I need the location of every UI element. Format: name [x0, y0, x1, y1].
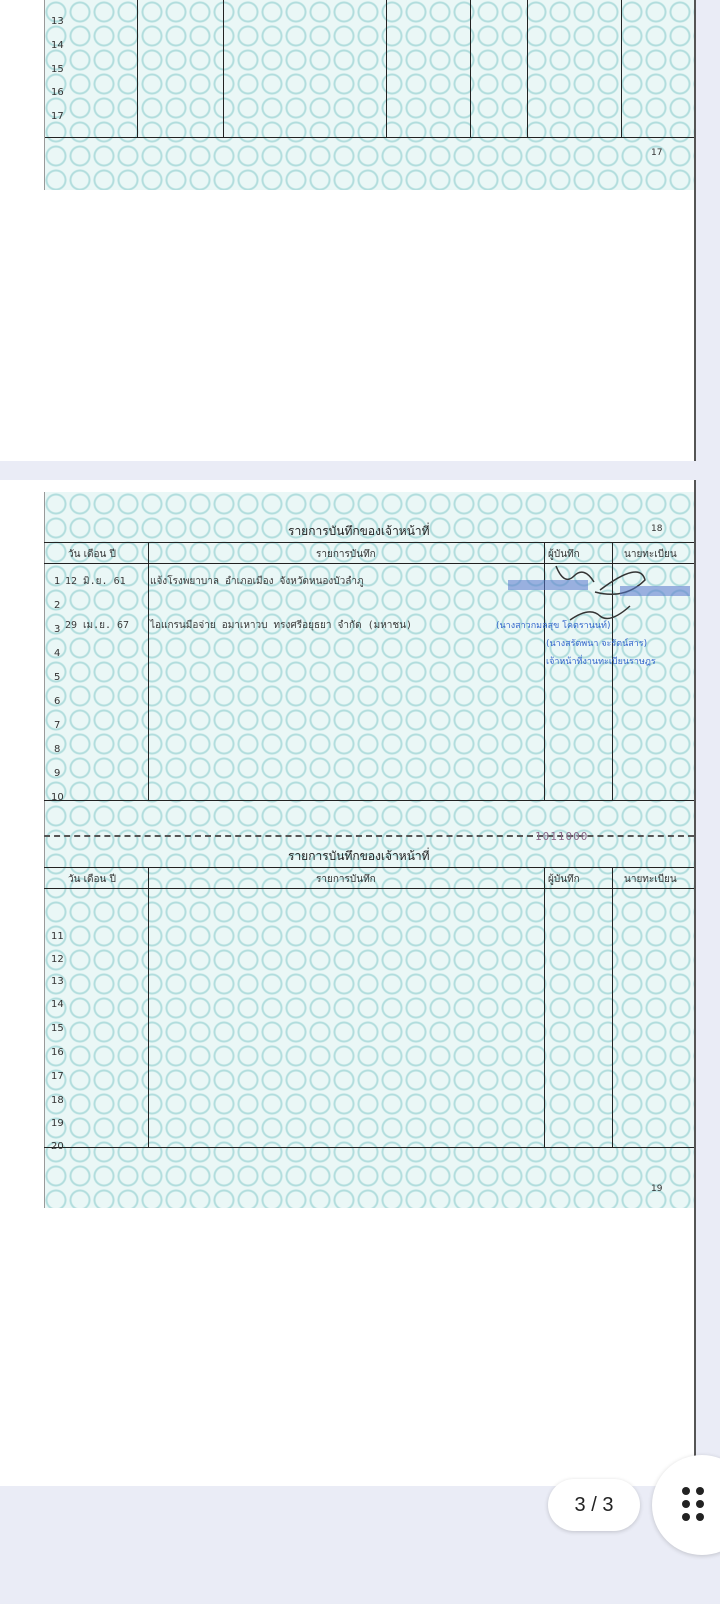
grid-line	[137, 0, 138, 137]
grid-line	[44, 542, 694, 543]
grid-line	[527, 0, 528, 137]
grid-line	[148, 867, 149, 1147]
scan-edge	[44, 492, 45, 1208]
grid-line	[223, 0, 224, 137]
row-number: 6	[54, 696, 61, 707]
row-number: 2	[54, 600, 61, 611]
grid-line	[148, 542, 149, 800]
grid-line	[386, 0, 387, 137]
stamp-text: (นางสรัตพนา จะรัตน์สาร)	[546, 639, 648, 649]
grid-line	[44, 1147, 694, 1148]
document-page-bottom	[0, 480, 696, 1486]
row-number: 4	[54, 648, 61, 659]
row-number: 17	[51, 111, 64, 122]
row-number: 16	[51, 87, 64, 98]
document-page-top	[0, 0, 696, 461]
row-number: 9	[54, 768, 61, 779]
entry-date: 29 เม.ย. 67	[65, 620, 130, 631]
column-header-date: วัน เดือน ปี	[68, 874, 116, 885]
column-header-recorder: ผู้บันทึก	[548, 874, 580, 885]
grid-line	[44, 888, 694, 889]
row-number: 18	[51, 1095, 64, 1106]
row-number: 15	[51, 64, 64, 75]
column-header-record: รายการบันทึก	[316, 549, 376, 560]
grid-line	[621, 0, 622, 137]
row-number: 20	[51, 1141, 64, 1152]
entry-date: 12 มิ.ย. 61	[65, 576, 126, 587]
row-number: 19	[51, 1118, 64, 1129]
page-indicator[interactable]	[548, 1479, 640, 1531]
page-number: 18	[651, 524, 663, 534]
grid-line	[612, 867, 613, 1147]
row-number: 16	[51, 1047, 64, 1058]
row-number: 10	[51, 792, 64, 803]
grid-line	[544, 867, 545, 1147]
row-number: 8	[54, 744, 61, 755]
row-number: 7	[54, 720, 61, 731]
grid-line	[44, 867, 694, 868]
grid-line	[470, 0, 471, 137]
row-number: 14	[51, 40, 64, 51]
stamp-text: เจ้าหน้าที่งานทะเบียนราษฎร	[546, 657, 656, 667]
section-title: รายการบันทึกของเจ้าหน้าที่	[288, 524, 430, 538]
row-number: 5	[54, 672, 61, 683]
section-title: รายการบันทึกของเจ้าหน้าที่	[288, 849, 430, 863]
serial-number: 1011000	[535, 830, 589, 843]
stamp-text: (นางสาวกมลสุข โคตรานนท์)	[496, 621, 611, 631]
row-number: 17	[51, 1071, 64, 1082]
row-number: 15	[51, 1023, 64, 1034]
perforation-line	[44, 835, 694, 837]
row-number: 14	[51, 999, 64, 1010]
entry-text: ไอแกรนมือจ่าย อมาเหาวบ ทรงศรีอยุธยา จำกัด (มหาชน)	[150, 620, 413, 631]
column-header-registrar: นายทะเบียน	[624, 549, 677, 560]
row-number: 1	[54, 576, 61, 587]
grid-line	[44, 800, 694, 801]
scanned-form-top	[44, 0, 694, 190]
column-header-record: รายการบันทึก	[316, 874, 376, 885]
row-number: 3	[54, 624, 61, 635]
apps-grid-icon	[682, 1487, 704, 1521]
row-number: 11	[51, 931, 64, 942]
column-header-date: วัน เดือน ปี	[68, 549, 116, 560]
column-header-registrar: นายทะเบียน	[624, 874, 677, 885]
row-number: 13	[51, 16, 64, 27]
grid-line	[44, 137, 694, 138]
row-number: 13	[51, 976, 64, 987]
page-indicator-label: 3 / 3	[574, 1493, 614, 1516]
scan-edge	[44, 0, 45, 190]
column-header-recorder: ผู้บันทึก	[548, 549, 580, 560]
entry-text: แจ้งโรงพยาบาล อำเภอเมือง จังหวัดหนองบัวลำภู	[150, 576, 364, 587]
row-number: 12	[51, 954, 64, 965]
page-number: 17	[651, 148, 663, 158]
page-number: 19	[651, 1184, 663, 1194]
